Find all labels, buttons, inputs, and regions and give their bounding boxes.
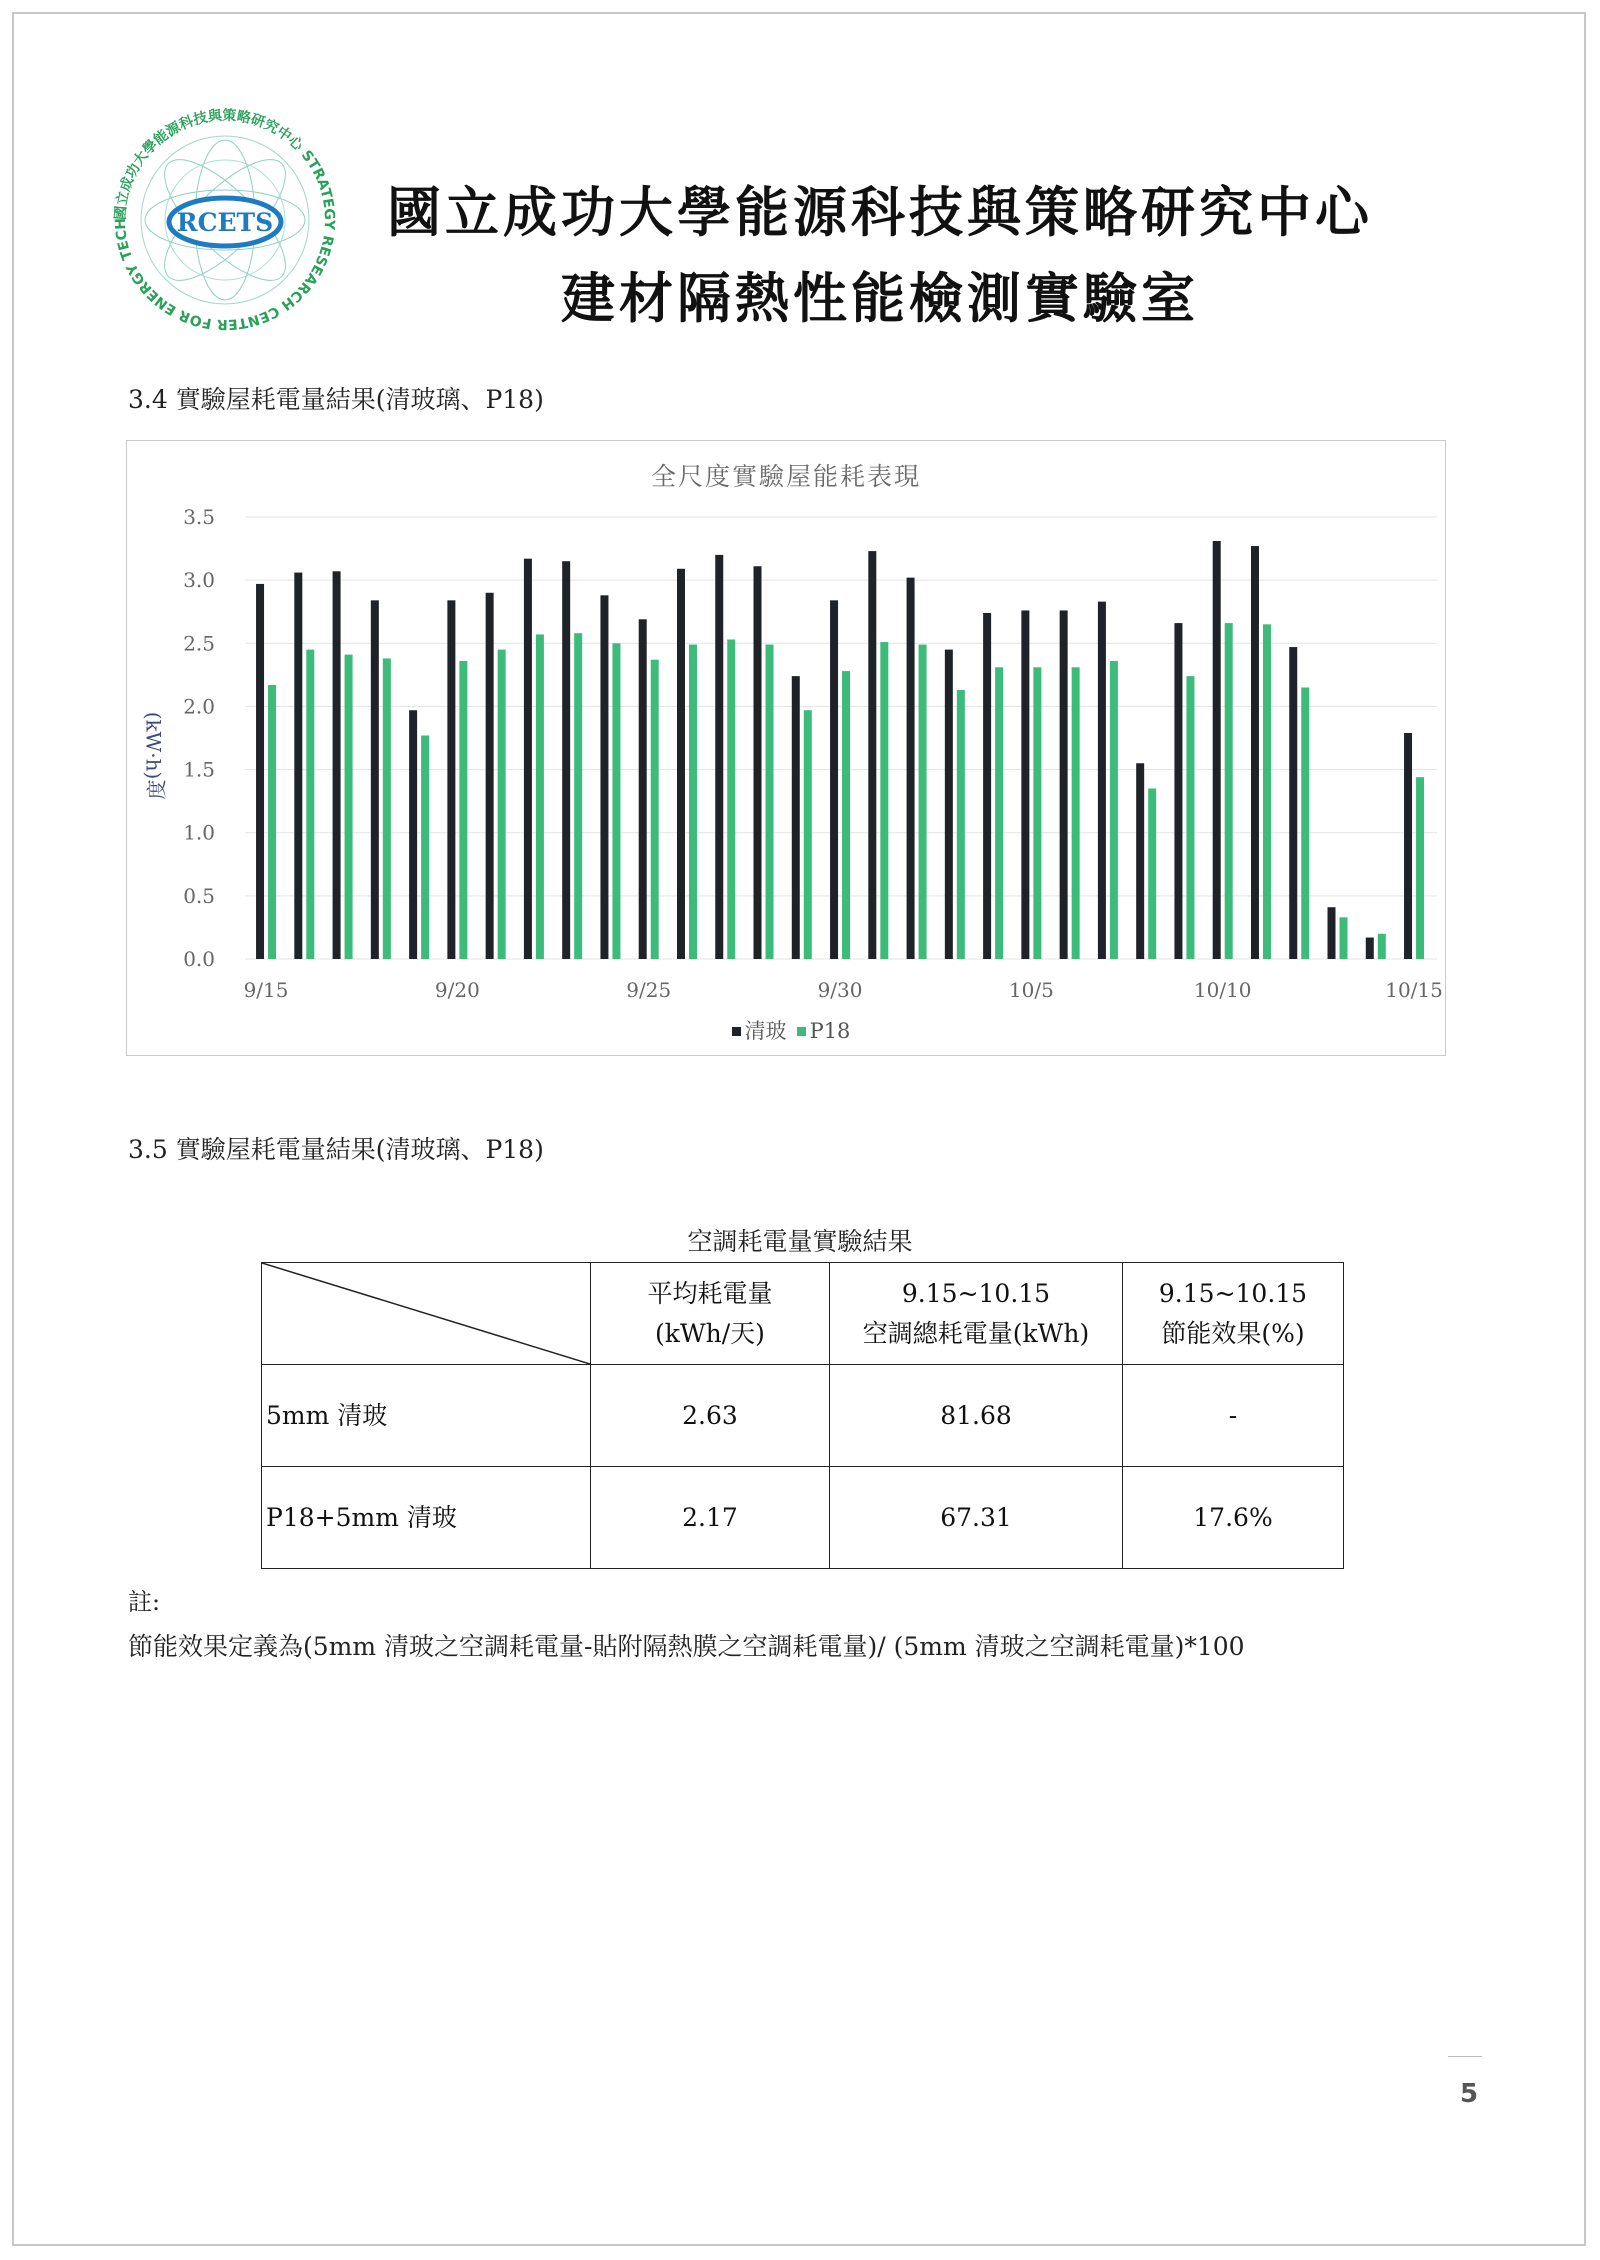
bar-clear-glass (945, 650, 953, 959)
bar-p18 (306, 650, 314, 959)
bar-clear-glass (830, 600, 838, 959)
y-tick-label: 3.0 (183, 568, 215, 593)
results-table (261, 1262, 1344, 1569)
bar-clear-glass (1136, 763, 1144, 959)
logo-text: RCETS (176, 208, 274, 237)
chart-title: 全尺度實驗屋能耗表現 (650, 462, 921, 491)
table-title: 空調耗電量實驗結果 (687, 1227, 913, 1256)
page-title-line1: 國立成功大學能源科技與策略研究中心 (387, 180, 1373, 244)
legend-label-p18: P18 (809, 1019, 851, 1043)
bar-p18 (804, 710, 812, 959)
bar-clear-glass (1404, 733, 1412, 959)
bar-p18 (268, 685, 276, 959)
bar-clear-glass (1174, 623, 1182, 959)
cell-saving: - (1123, 1365, 1344, 1467)
bar-clear-glass (524, 559, 532, 959)
x-tick-label: 10/5 (1008, 978, 1054, 1002)
header-total-line2: 空調總耗電量(kWh) (862, 1318, 1090, 1348)
bar-p18 (1340, 917, 1348, 959)
bar-p18 (1416, 777, 1424, 959)
x-tick-label: 9/20 (434, 978, 480, 1002)
bar-clear-glass (447, 600, 455, 959)
y-axis-title-unit: (kW·h) (141, 711, 166, 780)
header-saving (1123, 1263, 1344, 1365)
energy-chart (126, 440, 1446, 1056)
bar-clear-glass (1289, 647, 1297, 959)
table-header-row (262, 1263, 1344, 1365)
bar-clear-glass (639, 619, 647, 959)
header-saving-line1: 9.15~10.15 (1158, 1278, 1308, 1308)
bar-clear-glass (1213, 541, 1221, 959)
bar-p18 (383, 658, 391, 959)
bar-p18 (766, 645, 774, 959)
bar-p18 (1378, 934, 1386, 959)
header-total-line1: 9.15~10.15 (901, 1278, 1051, 1308)
chart-plot (127, 441, 1447, 1057)
bar-clear-glass (1021, 610, 1029, 959)
bar-p18 (1148, 789, 1156, 959)
bar-clear-glass (907, 578, 915, 959)
section-heading-3-4: 3.4 實驗屋耗電量結果(清玻璃、P18) (128, 385, 544, 414)
bar-clear-glass (562, 561, 570, 959)
bar-clear-glass (256, 584, 264, 959)
bar-p18 (574, 633, 582, 959)
logo-ring-text: 國立成功大學能源科技與策略研究中心 STRATEGY RESEARCH CENTER FOR ENERGY TECH (112, 107, 338, 333)
bar-clear-glass (1366, 938, 1374, 959)
bar-p18 (459, 661, 467, 959)
bar-p18 (421, 735, 429, 959)
cell-saving: 17.6% (1123, 1467, 1344, 1569)
bar-p18 (1110, 661, 1118, 959)
bar-clear-glass (371, 600, 379, 959)
header-avg (591, 1263, 830, 1365)
table-corner-cell (262, 1263, 591, 1365)
header-avg-line1: 平均耗電量 (647, 1278, 773, 1308)
bar-p18 (727, 639, 735, 959)
cell-avg: 2.17 (591, 1467, 830, 1569)
y-tick-label: 0.5 (183, 883, 215, 908)
cell-total: 67.31 (830, 1467, 1123, 1569)
legend-label-clear-glass: 清玻 (744, 1019, 787, 1043)
bar-p18 (842, 671, 850, 959)
page-number-divider (1448, 2056, 1482, 2057)
bar-clear-glass (754, 566, 762, 959)
table-row (262, 1365, 1344, 1467)
note-text: 節能效果定義為(5mm 清玻之空調耗電量-貼附隔熱膜之空調耗電量)/ (5mm 清玻之空調耗電量)*100 (128, 1632, 1245, 1661)
chart-legend (127, 1015, 1445, 1045)
header-total (830, 1263, 1123, 1365)
bar-p18 (919, 645, 927, 959)
page-title-line2: 建材隔熱性能檢測實驗室 (561, 266, 1199, 330)
bar-clear-glass (409, 710, 417, 959)
x-tick-label: 10/10 (1193, 978, 1252, 1002)
y-tick-label: 3.5 (183, 505, 215, 529)
y-tick-label: 2.0 (183, 694, 215, 719)
bar-p18 (536, 634, 544, 959)
x-tick-label: 10/15 (1385, 978, 1443, 1002)
bar-p18 (612, 643, 620, 959)
bar-clear-glass (715, 555, 723, 959)
bar-p18 (1033, 667, 1041, 959)
legend-swatch-clear-glass (732, 1027, 741, 1036)
bar-p18 (1301, 687, 1309, 959)
bar-clear-glass (868, 551, 876, 959)
bar-p18 (880, 642, 888, 959)
bar-clear-glass (294, 573, 302, 959)
bar-clear-glass (1251, 546, 1259, 959)
bar-p18 (957, 690, 965, 959)
bar-clear-glass (600, 595, 608, 959)
bar-clear-glass (1098, 602, 1106, 959)
x-tick-label: 9/30 (817, 978, 863, 1002)
row-label: P18+5mm 清玻 (262, 1467, 591, 1569)
page-border (12, 12, 1586, 2246)
header-saving-line2: 節能效果(%) (1161, 1318, 1305, 1348)
cell-avg: 2.63 (591, 1365, 830, 1467)
y-axis-title-char: 度 (144, 779, 169, 800)
bar-p18 (1263, 624, 1271, 959)
bar-p18 (1072, 667, 1080, 959)
y-tick-label: 1.0 (183, 820, 215, 845)
page-number: 5 (1460, 2079, 1479, 2109)
row-label: 5mm 清玻 (262, 1365, 591, 1467)
bar-p18 (651, 660, 659, 959)
bar-clear-glass (1328, 907, 1336, 959)
section-heading-3-5: 3.5 實驗屋耗電量結果(清玻璃、P18) (128, 1135, 544, 1164)
legend-swatch-p18 (797, 1027, 806, 1036)
bar-clear-glass (333, 571, 341, 959)
bar-p18 (1225, 623, 1233, 959)
bar-p18 (498, 650, 506, 959)
bar-p18 (689, 645, 697, 959)
cell-total: 81.68 (830, 1365, 1123, 1467)
bar-p18 (345, 655, 353, 959)
bar-p18 (995, 667, 1003, 959)
bar-clear-glass (677, 569, 685, 959)
bar-p18 (1186, 676, 1194, 959)
y-tick-label: 2.5 (183, 631, 215, 656)
bar-clear-glass (1060, 610, 1068, 959)
bar-clear-glass (983, 613, 991, 959)
y-tick-label: 0.0 (183, 947, 215, 971)
note-label: 註: (128, 1588, 161, 1616)
y-tick-label: 1.5 (183, 757, 215, 782)
x-tick-label: 9/25 (626, 978, 672, 1002)
rcets-logo (105, 100, 345, 340)
x-tick-label: 9/15 (243, 978, 289, 1002)
table-row (262, 1467, 1344, 1569)
diagonal-line (262, 1263, 590, 1364)
bar-clear-glass (792, 676, 800, 959)
header-avg-line2: (kWh/天) (655, 1318, 765, 1348)
bar-clear-glass (486, 593, 494, 959)
